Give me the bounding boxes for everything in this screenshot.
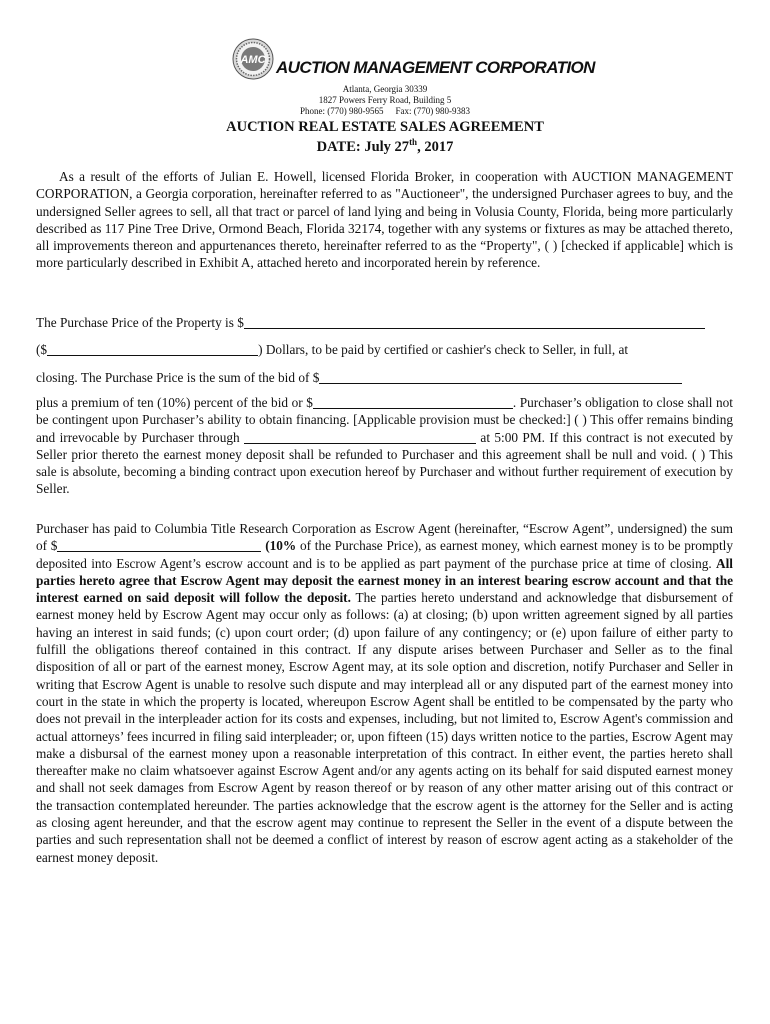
earnest-money-field[interactable] [57, 539, 261, 552]
logo-text: AMC [240, 54, 266, 66]
fax-number: Fax: (770) 980-9383 [395, 106, 470, 116]
date-prefix: DATE: July 27 [316, 139, 410, 155]
company-phone-fax [0, 106, 770, 117]
letterhead [0, 36, 770, 120]
purchase-price-field[interactable] [244, 315, 705, 329]
escrow-paragraph [36, 520, 733, 866]
escrow-text-e: The parties hereto understand and acknowledge that disbursement of earnest money held by Escrow Agent may occur only as follows: (a) at closing; (b) upon written agreement signed by all parties having an interest in said funds; (c) upon court order; (d) upon failure of any contingency; or (e) upon failure of either party to fulfill the obligations thereof contained in this contract. If any dispute arises between Purchaser and Seller as to the final disposition of all or part of the earnest money, Escrow Agent may, at its sole option and discretion, notify Purchaser and Seller in writing that Escrow Agent is unable to resolve such dispute and may interplead all or any disputed part of the earnest money into court in the state in which the property is located, whereupon Escrow Agent shall be entitled to be compensated by the party who does not prevail in the interpleader action for its costs and expenses, including, but not limited to, Escrow Agent's commission and actual attorneys’ fees incurred in filing said interpleader; or, upon fifteen (15) days written notice to the parties, Escrow Agent may make a disbursal of the earnest money upon a reasonable interpretation of this contract. In either event, the parties hereto shall thereafter make no claim whatsoever against Escrow Agent and/or any agents acting on its behalf for said disputed earnest money and shall not seek damages from Escrow Agent by reason thereof or by reason of any other matter arising out of this contract or the transaction contemplated hereunder. The parties acknowledge that the escrow agent is the attorney for the Seller and is acting as closing agent hereunder, and that the escrow agent may continue to represent the Seller in the event of a dispute between the parties and such representation shall not be deemed a conflict of interest by reason of escrow agent acting as a stakeholder of the earnest money deposit. [36, 590, 734, 865]
date-suffix: , 2017 [417, 139, 454, 155]
premium-text-c: at 5:00 PM. If this contract is not executed by Seller prior thereto the earnest money deposit shall be refunded to Purchaser and this agreement shall be null and void. ( ) This sale is absolute, becoming a binding contract upon execution hereof by Purchaser and without further requirement of execution by Seller. [36, 429, 733, 497]
premium-text-b: . Purchaser’s obligation to close shall not be contingent upon Purchaser’s ability to obtain financing. [Applicable provision must be checked:] ( ) This offer remains binding and irrevocable by Purchaser through [36, 395, 733, 445]
dollars-open: ($ [36, 342, 48, 357]
escrow-text-a: Purchaser has paid to Columbia Title Research Corporation as Escrow Agent (hereinafter, “Escrow Agent”, undersigned) the sum of $ [36, 521, 733, 554]
purchase-price-line [36, 315, 705, 331]
bid-label: closing. The Purchase Price is the sum of the bid of $ [36, 370, 320, 385]
bid-amount-field[interactable] [319, 370, 682, 384]
phone-number: Phone: (770) 980-9565 [300, 106, 384, 116]
dollars-written-field[interactable] [47, 342, 258, 356]
dollars-line [36, 342, 628, 358]
premium-amount-field[interactable] [313, 396, 513, 409]
bid-line [36, 370, 682, 386]
premium-paragraph [36, 394, 733, 498]
escrow-percent: (10% [265, 538, 297, 554]
offer-expiration-field[interactable] [244, 431, 476, 444]
document-title: AUCTION REAL ESTATE SALES AGREEMENT [226, 119, 544, 135]
escrow-interest-clause: All parties hereto agree that Escrow Agent may deposit the earnest money in an interest bearing escrow account and that the interest earned on said deposit will follow the deposit. [36, 555, 733, 606]
date-ordinal: th [409, 137, 418, 147]
dollars-text: ) Dollars, to be paid by certified or cashier's check to Seller, in full, at [258, 342, 629, 357]
premium-text-a: plus a premium of ten (10%) percent of the bid or $ [36, 395, 313, 410]
company-name: AUCTION MANAGEMENT CORPORATION [276, 58, 595, 77]
escrow-text-c: of the Purchase Price), as earnest money, which earnest money is to be promptly deposited into Escrow Agent’s escrow account and is to be applied as part payment of the purchase price at time of closing. [36, 538, 733, 571]
company-city: Atlanta, Georgia 30339 [342, 84, 428, 94]
purchase-price-label: The Purchase Price of the Property is $ [36, 315, 244, 330]
intro-paragraph: As a result of the efforts of Julian E. Howell, licensed Florida Broker, in cooperation with AUCTION MANAGEMENT CORPORATION, a Georgia corporation, hereinafter referred to as "Auctioneer", the undersigned Purchaser agrees to buy, and the undersigned Seller agrees to sell, all that tract or parcel of land lying and being in Volusia County, Florida, being more particularly described as 117 Pine Tree Drive, Ormond Beach, Florida 32174, together with any systems or fixtures as may be attached thereto, all improvements thereon and appurtenances thereto, hereinafter referred to as the “Property", ( ) [checked if applicable] which is more particularly described in Exhibit A, attached hereto and incorporated herein by reference. [36, 169, 733, 271]
company-street: 1827 Powers Ferry Road, Building 5 [318, 95, 452, 105]
company-seal-logo [232, 38, 274, 80]
document-date [0, 137, 770, 156]
